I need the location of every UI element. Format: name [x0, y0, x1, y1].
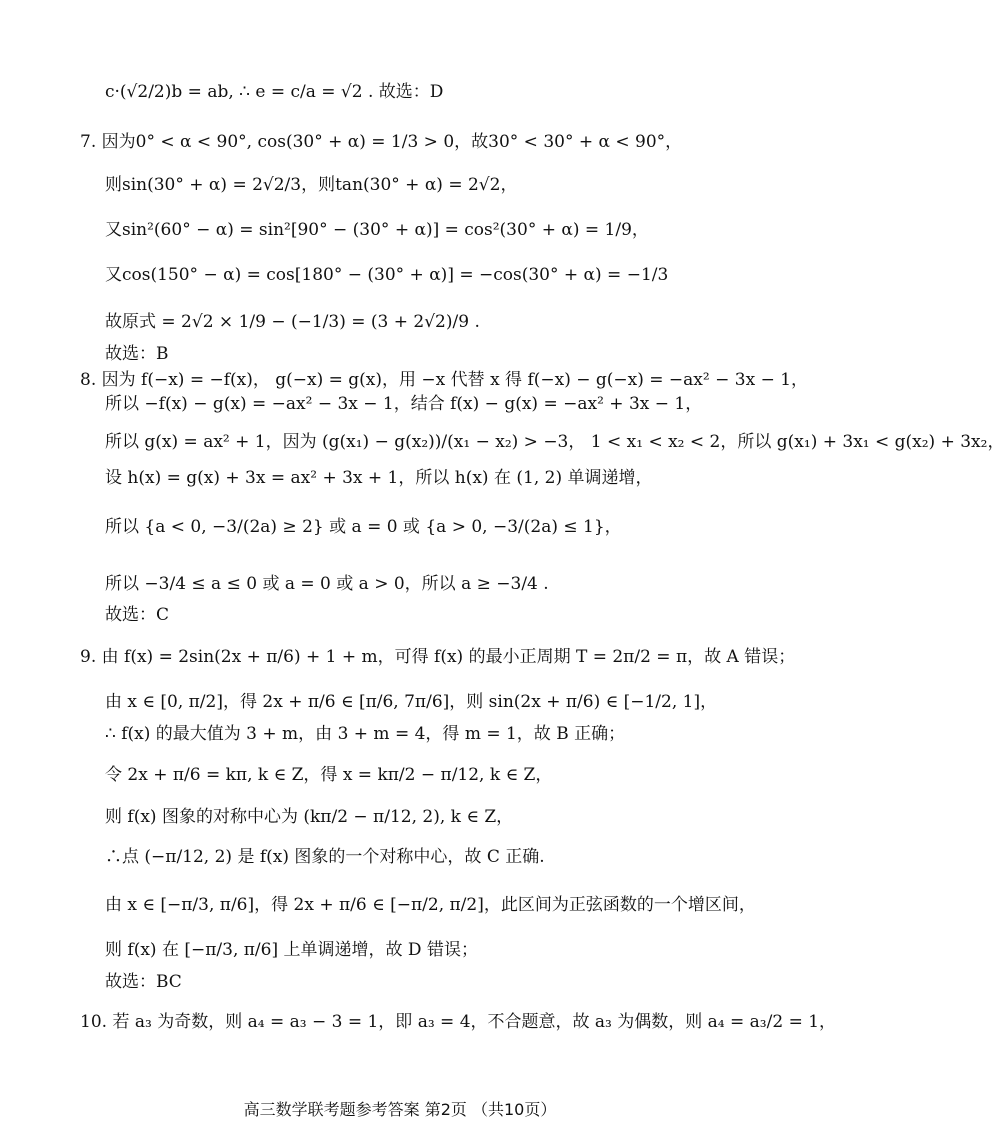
text-line: 故选：B — [105, 344, 169, 364]
text-line: 故原式 = 2√2 × 1/9 − (−1/3) = (3 + 2√2)/9 . — [105, 312, 480, 332]
text-line: 所以 {a < 0, −3/(2a) ≥ 2} 或 a = 0 或 {a > 0, −3/(2a) ≤ 1}， — [105, 517, 622, 537]
text-line: 10. 若 a₃ 为奇数，则 a₄ = a₃ − 3 = 1，即 a₃ = 4，不合题意，故 a₃ 为偶数，则 a₄ = a₃/2 = 1， — [80, 1012, 837, 1032]
text-line: 由 x ∈ [−π/3, π/6]，得 2x + π/6 ∈ [−π/2, π/2]，此区间为正弦函数的一个增区间， — [105, 895, 756, 915]
text-line: 由 x ∈ [0, π/2]，得 2x + π/6 ∈ [π/6, 7π/6]，则 sin(2x + π/6) ∈ [−1/2, 1]， — [105, 692, 718, 712]
text-line: 设 h(x) = g(x) + 3x = ax² + 3x + 1，所以 h(x) 在 (1, 2) 单调递增， — [105, 468, 653, 488]
text-line: 又cos(150° − α) = cos[180° − (30° + α)] = −cos(30° + α) = −1/3 — [105, 265, 669, 285]
text-line: 所以 −f(x) − g(x) = −ax² − 3x − 1，结合 f(x) − g(x) = −ax² + 3x − 1， — [105, 394, 703, 414]
page-footer: 高三数学联考题参考答案 第2页 （共10页） — [243, 1100, 557, 1119]
text-line: 故选：C — [105, 605, 170, 625]
text-line: c·(√2/2)b = ab, ∴ e = c/a = √2 . 故选：D — [105, 82, 444, 102]
text-line: ∴ f(x) 的最大值为 3 + m，由 3 + m = 4，得 m = 1，故 B 正确； — [105, 724, 626, 744]
text-line: 9. 由 f(x) = 2sin(2x + π/6) + 1 + m，可得 f(x) 的最小正周期 T = 2π/2 = π，故 A 错误； — [80, 647, 796, 667]
text-line: 故选：BC — [105, 972, 182, 992]
text-line: 所以 −3/4 ≤ a ≤ 0 或 a = 0 或 a > 0，所以 a ≥ −3/4 . — [105, 574, 549, 594]
text-line: 7. 因为0° < α < 90°, cos(30° + α) = 1/3 > 0，故30° < 30° + α < 90°， — [80, 132, 683, 152]
text-line: 则 f(x) 图象的对称中心为 (kπ/2 − π/12, 2), k ∈ Z， — [105, 807, 514, 827]
text-line: 8. 因为 f(−x) = −f(x)， g(−x) = g(x)，用 −x 代替 x 得 f(−x) − g(−x) = −ax² − 3x − 1， — [80, 370, 809, 390]
text-line: 令 2x + π/6 = kπ, k ∈ Z，得 x = kπ/2 − π/12, k ∈ Z， — [105, 765, 553, 785]
text-line: 则sin(30° + α) = 2√2/3，则tan(30° + α) = 2√2， — [105, 175, 518, 195]
text-line: 所以 g(x) = ax² + 1，因为 (g(x₁) − g(x₂))/(x₁ − x₂) > −3， 1 < x₁ < x₂ < 2，所以 g(x₁) + 3x₁ < g(x₂) + 3x₂， — [105, 432, 1004, 452]
text-line: 则 f(x) 在 [−π/3, π/6] 上单调递增，故 D 错误； — [105, 940, 478, 960]
text-line: ∴点 (−π/12, 2) 是 f(x) 图象的一个对称中心，故 C 正确. — [105, 847, 545, 867]
text-line: 又sin²(60° − α) = sin²[90° − (30° + α)] = cos²(30° + α) = 1/9， — [105, 220, 649, 240]
